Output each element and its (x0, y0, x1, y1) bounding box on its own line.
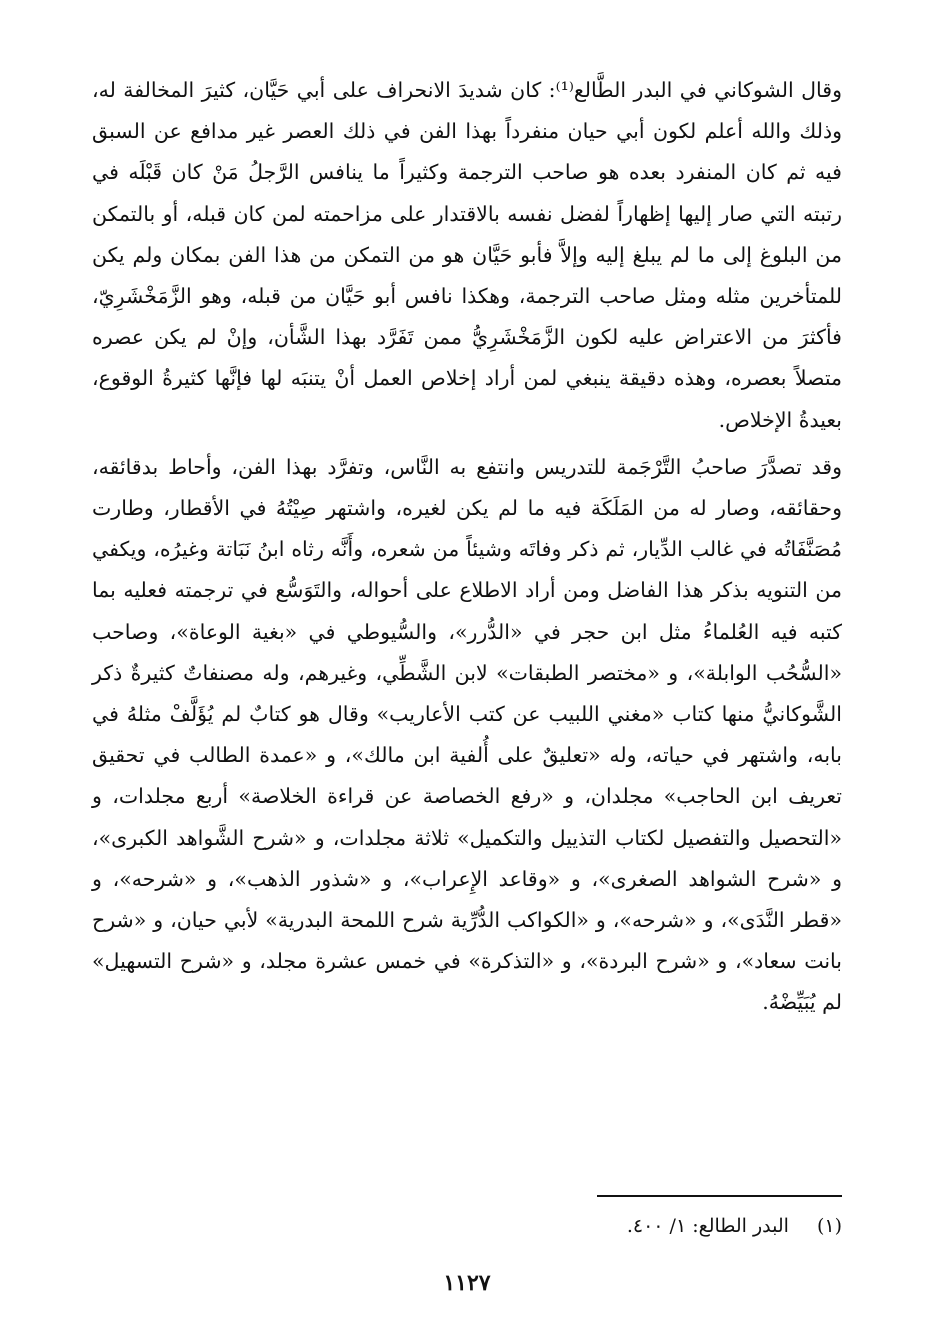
footnote-divider (597, 1195, 842, 1197)
footnote-text: البدر الطالع: ١/ ٤٠٠. (626, 1215, 789, 1237)
footnote-mark: (١) (816, 1215, 842, 1237)
footnote (627, 1210, 842, 1242)
paragraph-2: وقد تصدَّرَ صاحبُ التَّرْجَمة للتدريس وانتفع به النَّاس، وتفرَّد بهذا الفن، وأحاط بدقائقه، وحقائقه، وصار له من المَلَكَة فيه ما لم يكن لغيره، واشتهر صِيْتُهُ في الأقطار، وطارت مُصَنَّفَاتُه في غالب الدِّيار، ثم ذكر وفاتَه وشيئاً من شعره، وأَنَّه رثاه ابنُ نَبَاتة وغيرُه، ويكفي من التنويه بذكر هذا الفاضل ومن أراد الاطلاع على أحواله، والتَوَسُّع في ترجمته فعليه بما كتبه فيه العُلماءُ مثل ابن حجر في «الدُّرر»، والسُّيوطي في «بغية الوعاة»، وصاحب «السُّحُب الوابلة»، و «مختصر الطبقات» لابن الشَّطِّي، وغيرهم، وله مصنفاتٌ كثيرةٌ ذكر الشَّوكانيُّ منها كتاب «مغني اللبيب عن كتب الأعاريب» وقال هو كتابٌ لم يُؤَلَّفْ مثلهُ في بابه، واشتهر في حياته، وله «تعليقٌ على أُلفية ابن مالك»، و «عمدة الطالب في تحقيق تعريف ابن الحاجب» مجلدان، و «رفع الخصاصة عن قراءة الخلاصة» أربع مجلدات، و «التحصيل والتفصيل لكتاب التذييل والتكميل» ثلاثة مجلدات، و «شرح الشَّواهد الكبرى»، و «شرح الشواهد الصغرى»، و «وقاعد الإِعراب»، و «شذور الذهب»، و «شرحه»، و «قطر النَّدَى»، و «شرحه»، و «الكواكب الدُّرِّية شرح اللمحة البدرية» لأبي حيان، و «شرح بانت سعاد»، و «شرح البردة»، و «التذكرة» في خمس عشرة مجلد، و «شرح التسهيل» لم يُبَيِّضْهُ. (92, 454, 842, 1015)
paragraph-1: وقال الشوكاني في البدر الطَّالع⁽¹⁾: كان شديدَ الانحراف على أبي حَيَّان، كثيرَ المخالفة له، وذلك والله أعلم لكون أبي حيان منفرداً بهذا الفن في ذلك العصر غير مدافع عن السبق فيه ثم كان المنفرد بعده هو صاحب الترجمة وكثيراً ما ينافس الرَّجلُ مَنْ كان قَبْلَه في رتبته التي صار إليها إظهاراً لفضل نفسه بالاقتدار على مزاحمته لمن كان قبله، أو بالتمكن من البلوغ إلى ما لم يبلغ إليه وإلاَّ فأبو حَيَّان هو من التمكن من هذا الفن بمكان ولم يكن للمتأخرين مثله ومثل صاحب الترجمة، وهكذا نافس أبو حَيَّان من قبله، وهو الزَّمَخْشَرِيّ، فأكثرَ من الاعتراض عليه لكون الزَّمَخْشَرِيُّ ممن تَفَرَّد بهذا الشَّأن، وإنْ لم يكن عصره متصلاً بعصره، وهذه دقيقة ينبغي لمن أراد إخلاص العمل أنْ يتنبَه لها فإنَّها كثيرةُ الوقوع، بعيدةُ الإخلاص. (92, 78, 842, 432)
book-page (92, 70, 842, 1320)
page-number: ١١٢٧ (443, 1270, 491, 1296)
